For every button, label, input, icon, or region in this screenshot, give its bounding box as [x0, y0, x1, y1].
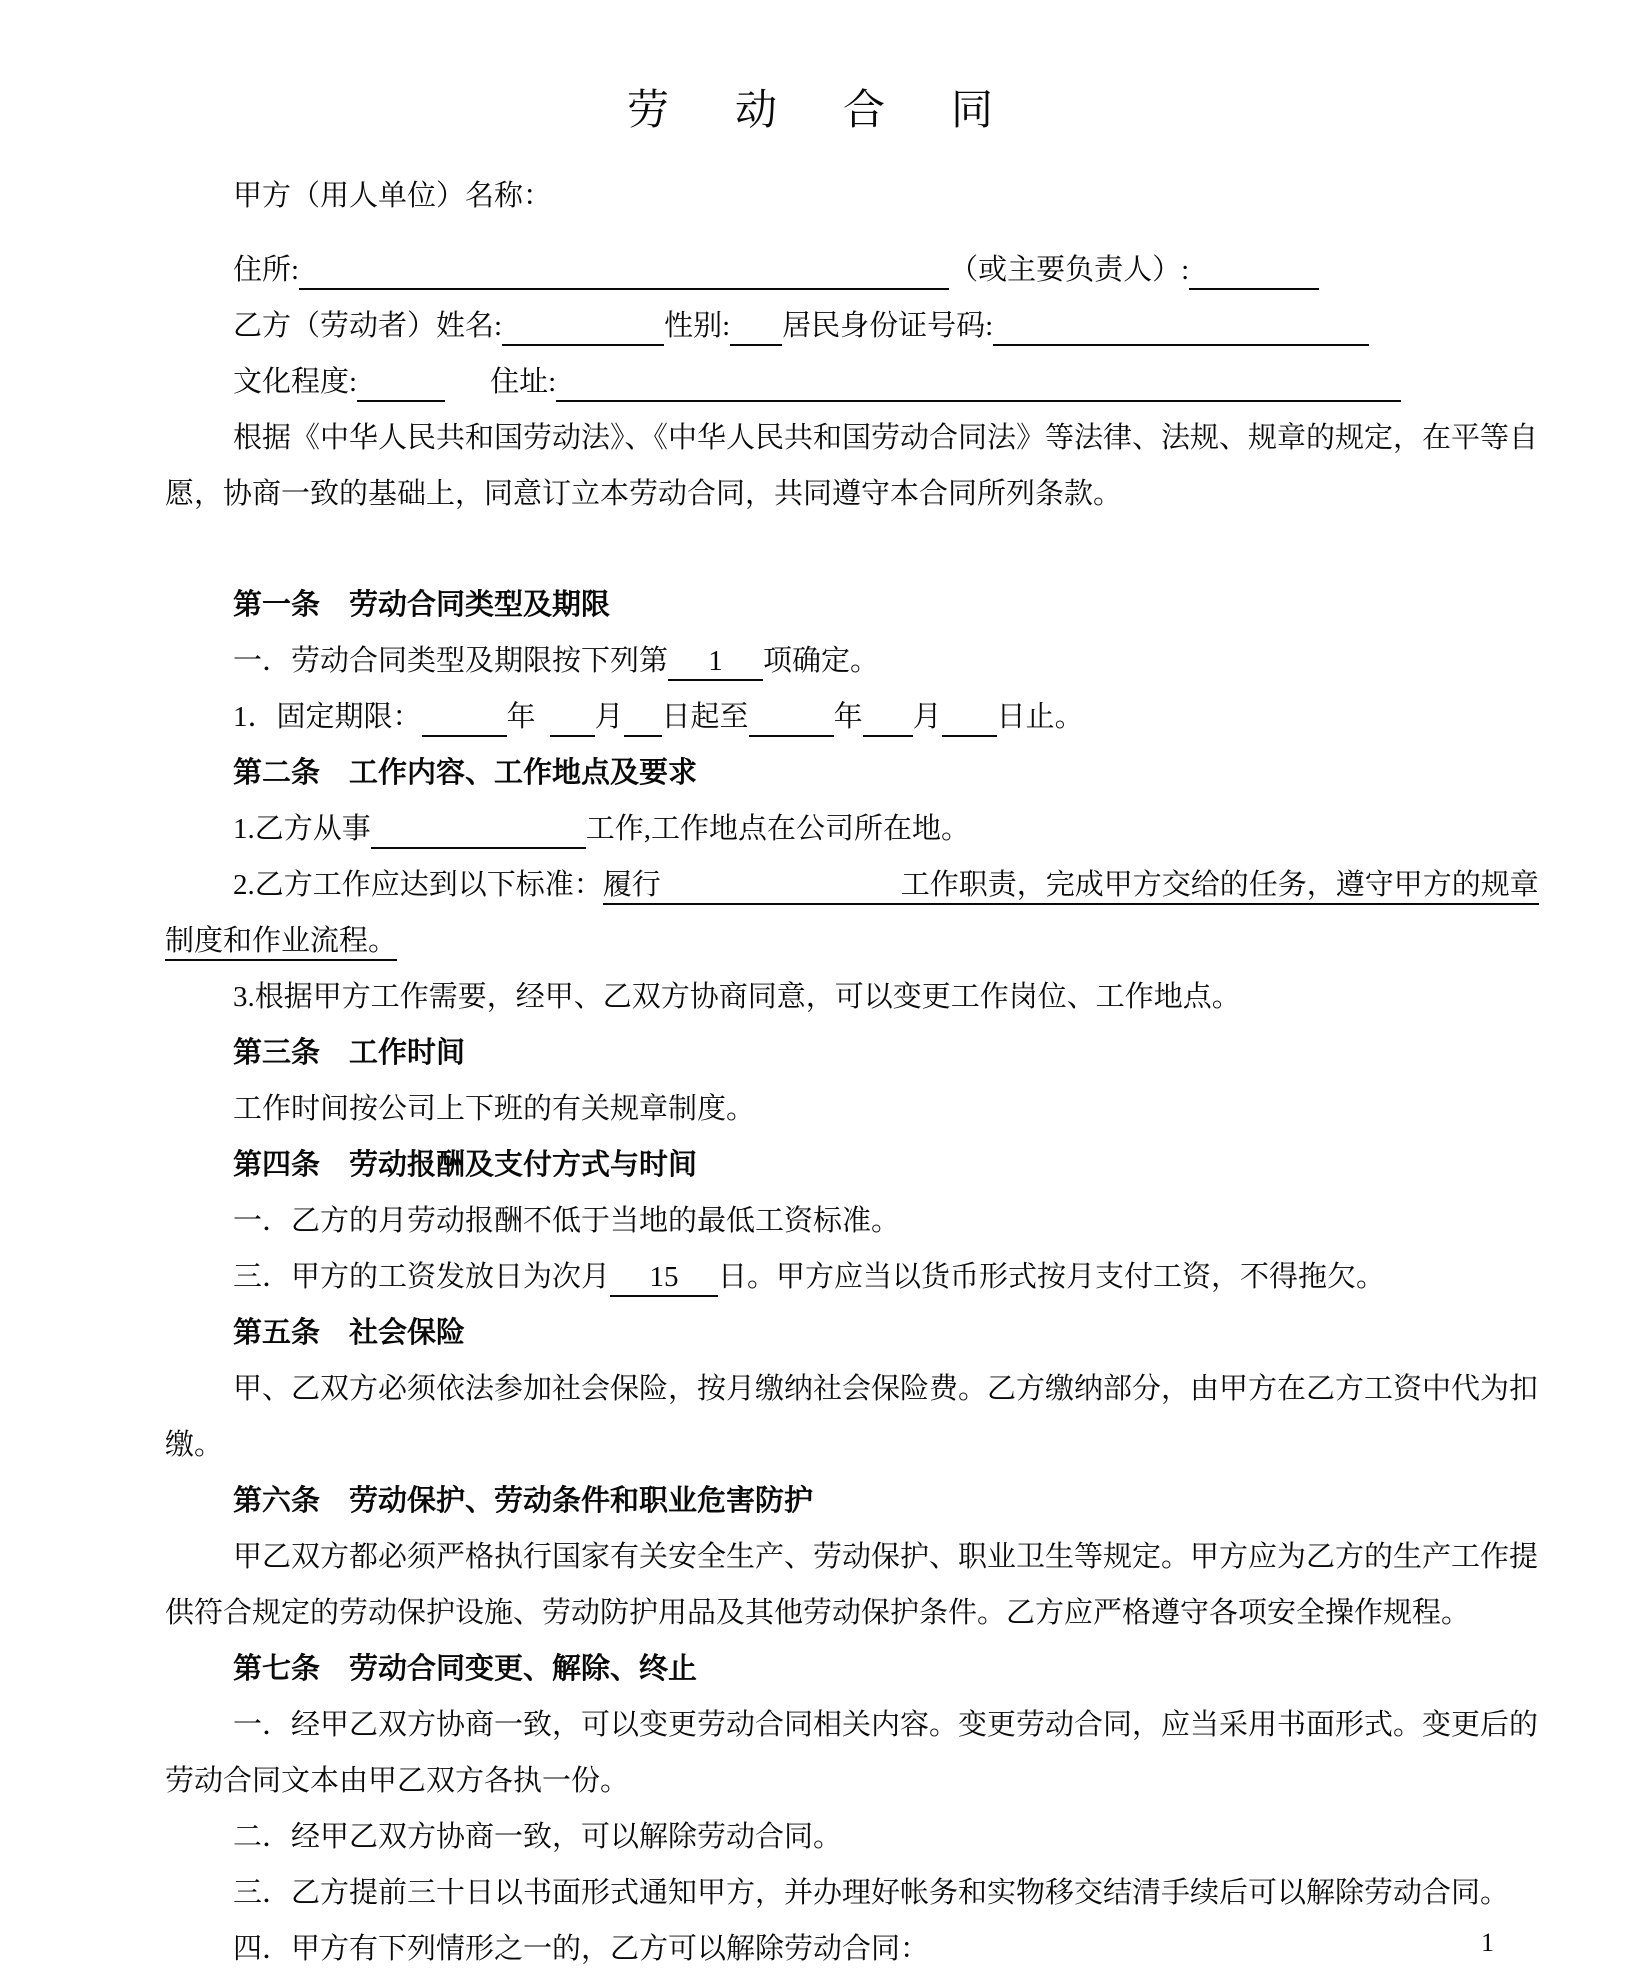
party-b-info-line [165, 298, 1492, 354]
text-segment: 制度和作业流程。 [165, 923, 397, 961]
text-segment: 一．经甲乙双方协商一致，可以变更劳动合同相关内容。变更劳动合同，应当采用书面形式。变更后的 [233, 1709, 1539, 1741]
text-segment: 第二条 工作内容、工作地点及要求 [233, 757, 698, 789]
text-segment: 第七条 劳动合同变更、解除、终止 [233, 1653, 698, 1685]
text-segment: 工作,工作地点在公司所在地。 [585, 813, 971, 845]
article-1-item-1-1 [165, 689, 1492, 745]
text-segment: 缴。 [165, 1429, 224, 1461]
article-3-body [165, 1081, 1492, 1137]
article-5-body-line-1 [165, 1361, 1539, 1417]
article-5-body-line-2 [165, 1417, 1492, 1473]
document-title: 劳 动 合 同 [626, 88, 1005, 134]
text-segment: 第五条 社会保险 [233, 1317, 466, 1349]
text-segment: 性别: [664, 310, 731, 342]
article-2-item-3 [165, 969, 1492, 1025]
text-segment: 第六条 劳动保护、劳动条件和职业危害防护 [233, 1485, 814, 1517]
article-4-heading [165, 1137, 1492, 1193]
text-segment: 三．甲方的工资发放日为次月 [233, 1261, 611, 1293]
text-segment: 三．乙方提前三十日以书面形式通知甲方，并办理好帐务和实物移交结清手续后可以解除劳动合同。 [233, 1877, 1510, 1909]
text-segment: 四．甲方有下列情形之一的，乙方可以解除劳动合同： [233, 1933, 930, 1965]
article-7-item-4 [165, 1921, 1492, 1977]
article-6-body-line-1 [165, 1529, 1539, 1585]
text-segment: 一．乙方的月劳动报酬不低于当地的最低工资标准。 [233, 1205, 901, 1237]
spacing-gap [445, 364, 490, 400]
article-4-item-1 [165, 1193, 1492, 1249]
article-7-item-1-line-1 [165, 1697, 1539, 1753]
text-segment: 日止。 [996, 701, 1084, 733]
text-segment: 乙方（劳动者）姓名: [233, 310, 503, 342]
article-1-item-1 [165, 633, 1492, 689]
article-6-heading [165, 1473, 1492, 1529]
blank-field [1189, 252, 1319, 290]
text-segment: 2.乙方工作应达到以下标准： [233, 869, 603, 901]
article-7-item-2 [165, 1809, 1492, 1865]
blank-field [624, 699, 662, 737]
text-segment: 文化程度: [233, 366, 358, 398]
text-segment: 第四条 劳动报酬及支付方式与时间 [233, 1149, 698, 1181]
article-1-heading [165, 577, 1492, 633]
article-7-item-1-line-2 [165, 1753, 1492, 1809]
text-segment: 劳动合同文本由甲乙双方各执一份。 [165, 1765, 630, 1797]
blank-spacer [165, 522, 1492, 577]
text-segment: 一．劳动合同类型及期限按下列第 [233, 645, 669, 677]
party-b-education-address-line [165, 354, 1492, 410]
text-segment: 居民身份证号码: [782, 310, 994, 342]
preamble-line-2 [165, 466, 1492, 522]
text-segment: 供符合规定的劳动保护设施、劳动防护用品及其他劳动保护条件。乙方应严格遵守各项安全操作规程。 [165, 1597, 1471, 1629]
article-3-heading [165, 1025, 1492, 1081]
text-segment: 住址: [490, 366, 557, 398]
preamble-line-1 [165, 410, 1539, 466]
text-segment: 年 [833, 701, 863, 733]
text-segment: 1．固定期限： [233, 701, 422, 733]
text-segment: 日。甲方应当以货币形式按月支付工资，不得拖欠。 [718, 1261, 1386, 1293]
article-5-heading [165, 1305, 1492, 1361]
article-2-heading [165, 745, 1492, 801]
text-segment: 3.根据甲方工作需要，经甲、乙双方协商同意，可以变更工作岗位、工作地点。 [233, 981, 1241, 1013]
text-segment: （或主要负责人）: [949, 254, 1190, 286]
party-a-name-line [165, 168, 1492, 224]
text-segment: 甲乙双方都必须严格执行国家有关安全生产、劳动保护、职业卫生等规定。甲方应为乙方的生产工作提 [233, 1541, 1539, 1573]
article-6-body-line-2 [165, 1585, 1492, 1641]
page-number: 1 [1481, 1928, 1494, 1957]
text-segment: 日起至 [661, 701, 749, 733]
blank-field [502, 308, 664, 346]
text-segment: 1.乙方从事 [233, 813, 371, 845]
text-segment: 第三条 工作时间 [233, 1037, 466, 1069]
text-segment: 住所: [233, 254, 300, 286]
article-2-item-2-line-1 [165, 857, 1539, 913]
blank-field [371, 811, 586, 849]
blank-field [422, 699, 507, 737]
blank-field [863, 699, 913, 737]
text-segment: 根据《中华人民共和国劳动法》、《中华人民共和国劳动合同法》等法律、法规、规章的规定，在平等自 [233, 422, 1539, 454]
article-7-heading [165, 1641, 1492, 1697]
blank-field [730, 308, 782, 346]
contract-body [0, 168, 1632, 1977]
blank-field [661, 867, 901, 905]
text-segment: 月 [912, 701, 942, 733]
party-a-address-line [165, 242, 1492, 298]
blank-field [299, 252, 949, 290]
text-segment: 第一条 劳动合同类型及期限 [233, 589, 611, 621]
text-segment: 愿，协商一致的基础上，同意订立本劳动合同，共同遵守本合同所列条款。 [165, 478, 1123, 510]
blank-field [556, 364, 1401, 402]
article-4-item-3 [165, 1249, 1492, 1305]
filled-blank-field: 15 [610, 1259, 718, 1297]
text-segment: 工作时间按公司上下班的有关规章制度。 [233, 1093, 756, 1125]
text-segment: 甲、乙双方必须依法参加社会保险，按月缴纳社会保险费。乙方缴纳部分，由甲方在乙方工资中代为扣 [233, 1373, 1539, 1405]
text-segment: 工作职责，完成甲方交给的任务，遵守甲方的规章 [901, 867, 1539, 905]
blank-field [550, 699, 595, 737]
blank-field [942, 699, 997, 737]
spacing-gap [536, 699, 550, 735]
text-segment: 二．经甲乙双方协商一致，可以解除劳动合同。 [233, 1821, 843, 1853]
text-segment: 月 [594, 701, 624, 733]
blank-field [993, 308, 1369, 346]
blank-field [749, 699, 834, 737]
text-segment: 项确定。 [763, 645, 880, 677]
article-2-item-1 [165, 801, 1492, 857]
text-segment: 甲方（用人单位）名称： [233, 180, 553, 212]
article-2-item-2-line-2 [165, 913, 1492, 969]
blank-field [357, 364, 445, 402]
article-7-item-3 [165, 1865, 1510, 1921]
text-segment: 年 [506, 701, 536, 733]
text-segment: 履行 [603, 867, 661, 905]
filled-blank-field: 1 [668, 643, 763, 681]
